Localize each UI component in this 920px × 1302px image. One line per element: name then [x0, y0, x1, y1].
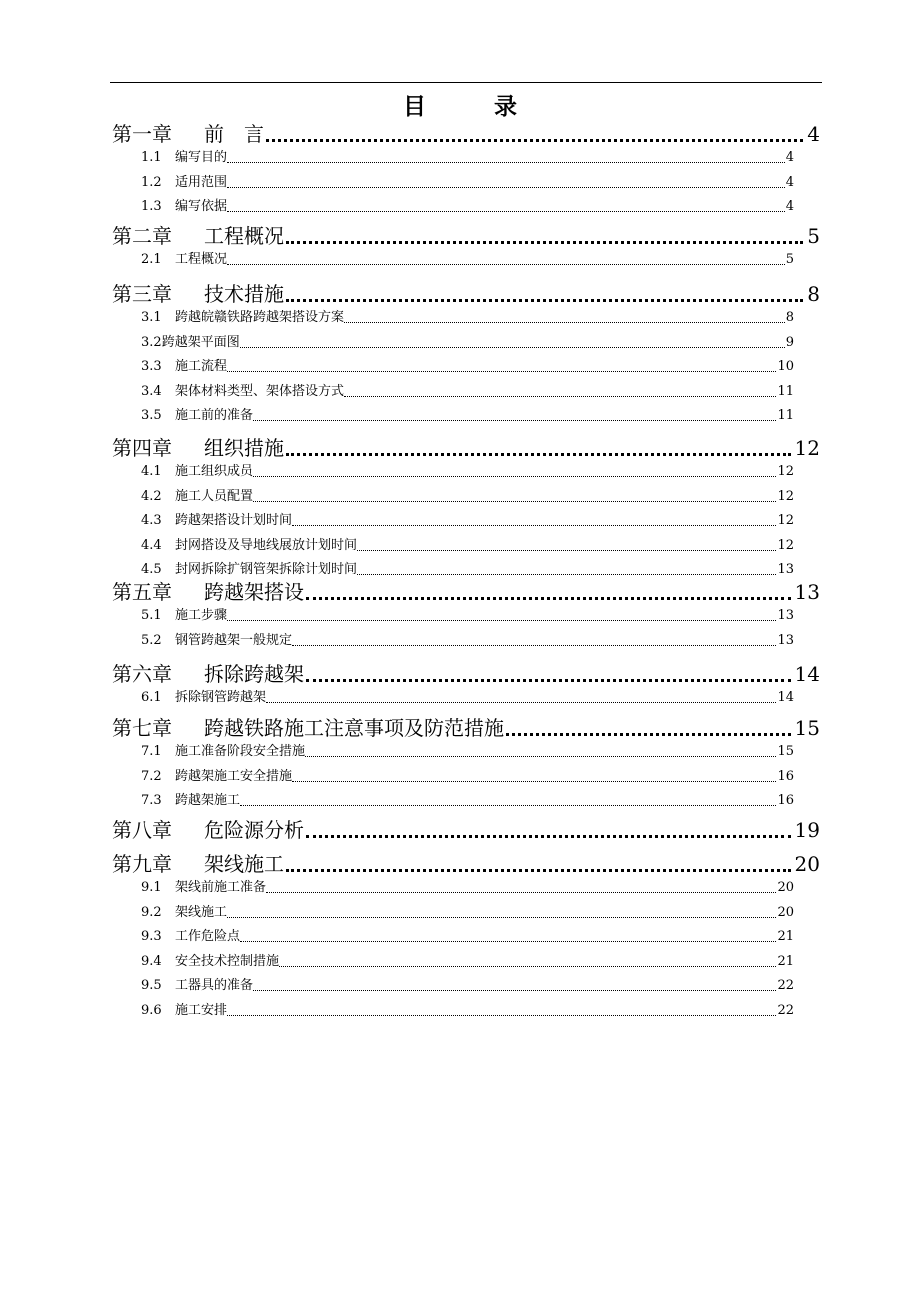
- section-page-number: 4: [785, 174, 794, 190]
- dot-leader: [227, 1015, 776, 1016]
- dot-leader: [227, 917, 776, 918]
- chapter-title: 跨越铁路施工注意事项及防范措施: [204, 716, 504, 740]
- section-page-number: 13: [777, 608, 794, 623]
- chapter-number: 第九章: [112, 852, 172, 876]
- dot-leader: [227, 187, 785, 188]
- section-title: 封网搭设及导地线展放计划时间: [175, 537, 358, 553]
- chapter-title: 技术措施: [204, 282, 284, 306]
- section-title: 施工前的准备: [175, 408, 254, 424]
- section-number: 3.5: [141, 408, 162, 424]
- dot-leader: [306, 835, 791, 838]
- dot-leader: [292, 525, 776, 526]
- section-title: 工作危险点: [175, 929, 241, 945]
- chapter-number: 第五章: [112, 580, 172, 604]
- section-page-number: 14: [777, 690, 794, 705]
- section-page-number: 13: [777, 562, 794, 578]
- chapter-page-number: 5: [807, 224, 820, 248]
- section-number: 9.3: [141, 929, 162, 945]
- toc-section-row[interactable]: [141, 606, 794, 626]
- header-rule: [110, 82, 822, 83]
- section-title: 跨越架施工: [175, 793, 241, 809]
- section-title: 施工准备阶段安全措施: [175, 744, 306, 759]
- toc-section-row[interactable]: [141, 903, 794, 923]
- toc-chapter-row[interactable]: [112, 120, 820, 148]
- chapter-title: 组织措施: [204, 436, 284, 460]
- section-page-number: 21: [777, 929, 794, 945]
- chapter-title: 架线施工: [204, 852, 284, 876]
- section-number: 3.3: [141, 359, 162, 375]
- toc-chapter-row[interactable]: [112, 578, 820, 606]
- section-number: 5.2: [141, 632, 162, 648]
- chapter-number: 第一章: [112, 122, 172, 146]
- chapter-number: 第二章: [112, 224, 172, 248]
- section-page-number: 4: [785, 199, 794, 215]
- dot-leader: [292, 645, 776, 646]
- dot-leader: [253, 501, 776, 502]
- chapter-title: 拆除跨越架: [204, 662, 304, 686]
- chapter-page-number: 8: [807, 282, 820, 306]
- section-title: 施工组织成员: [175, 464, 254, 479]
- chapter-title: 危险源分析: [204, 818, 304, 842]
- toc-section-row[interactable]: [141, 952, 794, 972]
- section-number: 1.2: [141, 174, 162, 190]
- section-title: 跨越皖赣铁路跨越架搭设方案: [175, 310, 345, 325]
- section-title: 拆除钢管跨越架: [175, 690, 267, 705]
- dot-leader: [286, 869, 791, 872]
- dot-leader: [305, 756, 776, 757]
- section-title: 跨越架搭设计划时间: [175, 513, 293, 529]
- section-number: 2.1: [141, 252, 162, 267]
- section-title: 钢管跨越架一般规定: [175, 632, 293, 648]
- toc-section-row[interactable]: [141, 631, 794, 651]
- section-number: 9.5: [141, 978, 162, 994]
- section-page-number: 9: [785, 334, 794, 350]
- toc-section-row[interactable]: [141, 742, 794, 762]
- chapter-page-number: 14: [794, 662, 820, 686]
- toc-title: 目 录: [402, 93, 547, 120]
- toc-section-row[interactable]: [141, 462, 794, 482]
- chapter-page-number: 4: [807, 122, 820, 146]
- section-title: 编写目的: [175, 150, 228, 165]
- chapter-page-number: 13: [794, 580, 820, 604]
- section-title: 适用范围: [175, 174, 228, 190]
- toc-section-row[interactable]: [141, 536, 794, 556]
- toc-section-row[interactable]: [141, 1001, 794, 1021]
- section-page-number: 12: [777, 488, 794, 504]
- toc-section-row[interactable]: [141, 791, 794, 811]
- dot-leader: [286, 241, 803, 244]
- toc-chapter-row[interactable]: [112, 714, 820, 742]
- dot-leader: [506, 733, 791, 736]
- section-page-number: 16: [777, 793, 794, 809]
- section-title: 架线施工: [175, 904, 228, 920]
- section-number: 1.3: [141, 199, 162, 215]
- section-page-number: 21: [777, 953, 794, 969]
- section-number: 9.6: [141, 1003, 162, 1018]
- toc-section-row[interactable]: [141, 250, 794, 270]
- section-title: 施工安排: [175, 1003, 228, 1018]
- section-page-number: 11: [777, 383, 794, 399]
- toc-section-row[interactable]: [141, 357, 794, 377]
- section-title: 封网拆除扩钢管架拆除计划时间: [175, 562, 358, 578]
- toc-section-row[interactable]: [141, 688, 794, 708]
- section-number: 1.1: [141, 150, 162, 165]
- section-number: 3.1: [141, 310, 162, 325]
- section-number: 4.2: [141, 488, 162, 504]
- toc-section-row[interactable]: [141, 173, 794, 193]
- dot-leader: [253, 476, 776, 477]
- section-title: 跨越架施工安全措施: [175, 768, 293, 784]
- section-number: 6.1: [141, 690, 162, 705]
- section-number: 3.2: [141, 334, 162, 350]
- section-title: 施工人员配置: [175, 488, 254, 504]
- toc-section-row[interactable]: [141, 382, 794, 402]
- dot-leader: [292, 781, 776, 782]
- dot-leader: [357, 574, 776, 575]
- toc-chapter-row[interactable]: [112, 816, 820, 844]
- section-page-number: 4: [785, 150, 794, 165]
- dot-leader: [306, 597, 791, 600]
- toc-section-row[interactable]: [141, 767, 794, 787]
- toc-chapter-row[interactable]: [112, 222, 820, 250]
- section-title: 架体材料类型、架体搭设方式: [175, 383, 345, 399]
- section-number: 9.1: [141, 880, 162, 895]
- dot-leader: [357, 550, 776, 551]
- toc-section-row[interactable]: [141, 333, 794, 353]
- toc-section-row[interactable]: [141, 197, 794, 217]
- section-number: 4.4: [141, 537, 162, 553]
- toc-section-row[interactable]: [141, 878, 794, 898]
- chapter-number: 第八章: [112, 818, 172, 842]
- section-page-number: 8: [785, 310, 794, 325]
- dot-leader: [266, 892, 776, 893]
- toc-chapter-row[interactable]: [112, 850, 820, 878]
- chapter-title: 工程概况: [204, 224, 284, 248]
- dot-leader: [266, 702, 776, 703]
- toc-section-row[interactable]: [141, 148, 794, 168]
- section-number: 7.2: [141, 768, 162, 784]
- chapter-number: 第六章: [112, 662, 172, 686]
- dot-leader: [266, 139, 803, 142]
- dot-leader: [240, 347, 785, 348]
- chapter-title: 跨越架搭设: [204, 580, 304, 604]
- section-title: 工器具的准备: [175, 978, 254, 994]
- section-title: 工程概况: [175, 252, 228, 267]
- section-number: 4.3: [141, 513, 162, 529]
- section-number: 3.4: [141, 383, 162, 399]
- dot-leader: [227, 264, 785, 265]
- section-number: 9.2: [141, 904, 162, 920]
- dot-leader: [227, 211, 785, 212]
- section-page-number: 22: [777, 1003, 794, 1018]
- section-page-number: 5: [785, 252, 794, 267]
- dot-leader: [253, 420, 776, 421]
- toc-section-row[interactable]: [141, 511, 794, 531]
- section-number: 5.1: [141, 608, 162, 623]
- dot-leader: [344, 396, 776, 397]
- chapter-number: 第七章: [112, 716, 172, 740]
- dot-leader: [240, 805, 776, 806]
- toc-chapter-row[interactable]: [112, 660, 820, 688]
- chapter-number: 第三章: [112, 282, 172, 306]
- section-page-number: 12: [777, 464, 794, 479]
- section-page-number: 12: [777, 513, 794, 529]
- section-title: 施工步骤: [175, 608, 228, 623]
- dot-leader: [279, 966, 776, 967]
- toc-section-row[interactable]: [141, 308, 794, 328]
- dot-leader: [286, 299, 803, 302]
- chapter-title: 前 言: [204, 122, 264, 146]
- dot-leader: [227, 162, 785, 163]
- section-page-number: 16: [777, 768, 794, 784]
- section-title: 安全技术控制措施: [175, 953, 280, 969]
- section-number: 4.1: [141, 464, 162, 479]
- toc-section-row[interactable]: [141, 976, 794, 996]
- section-number: 4.5: [141, 562, 162, 578]
- chapter-number: 第四章: [112, 436, 172, 460]
- toc-section-row[interactable]: [141, 927, 794, 947]
- section-page-number: 11: [777, 408, 794, 424]
- toc-chapter-row[interactable]: [112, 434, 820, 462]
- section-number: 7.3: [141, 793, 162, 809]
- section-number: 9.4: [141, 953, 162, 969]
- section-page-number: 13: [777, 632, 794, 648]
- chapter-page-number: 12: [794, 436, 820, 460]
- section-number: 7.1: [141, 744, 162, 759]
- section-page-number: 10: [777, 359, 794, 375]
- section-page-number: 12: [777, 537, 794, 553]
- section-page-number: 20: [777, 880, 794, 895]
- section-title: 施工流程: [175, 359, 228, 375]
- toc-section-row[interactable]: [141, 487, 794, 507]
- section-page-number: 15: [777, 744, 794, 759]
- dot-leader: [306, 679, 791, 682]
- dot-leader: [227, 371, 776, 372]
- toc-section-row[interactable]: [141, 406, 794, 426]
- dot-leader: [344, 322, 785, 323]
- section-page-number: 20: [777, 904, 794, 920]
- dot-leader: [240, 941, 776, 942]
- section-title: 架线前施工准备: [175, 880, 267, 895]
- section-title: 跨越架平面图: [161, 334, 240, 350]
- section-title: 编写依据: [175, 199, 228, 215]
- dot-leader: [253, 990, 776, 991]
- section-page-number: 22: [777, 978, 794, 994]
- chapter-page-number: 15: [794, 716, 820, 740]
- chapter-page-number: 19: [794, 818, 820, 842]
- toc-chapter-row[interactable]: [112, 280, 820, 308]
- chapter-page-number: 20: [794, 852, 820, 876]
- dot-leader: [227, 620, 776, 621]
- dot-leader: [286, 453, 791, 456]
